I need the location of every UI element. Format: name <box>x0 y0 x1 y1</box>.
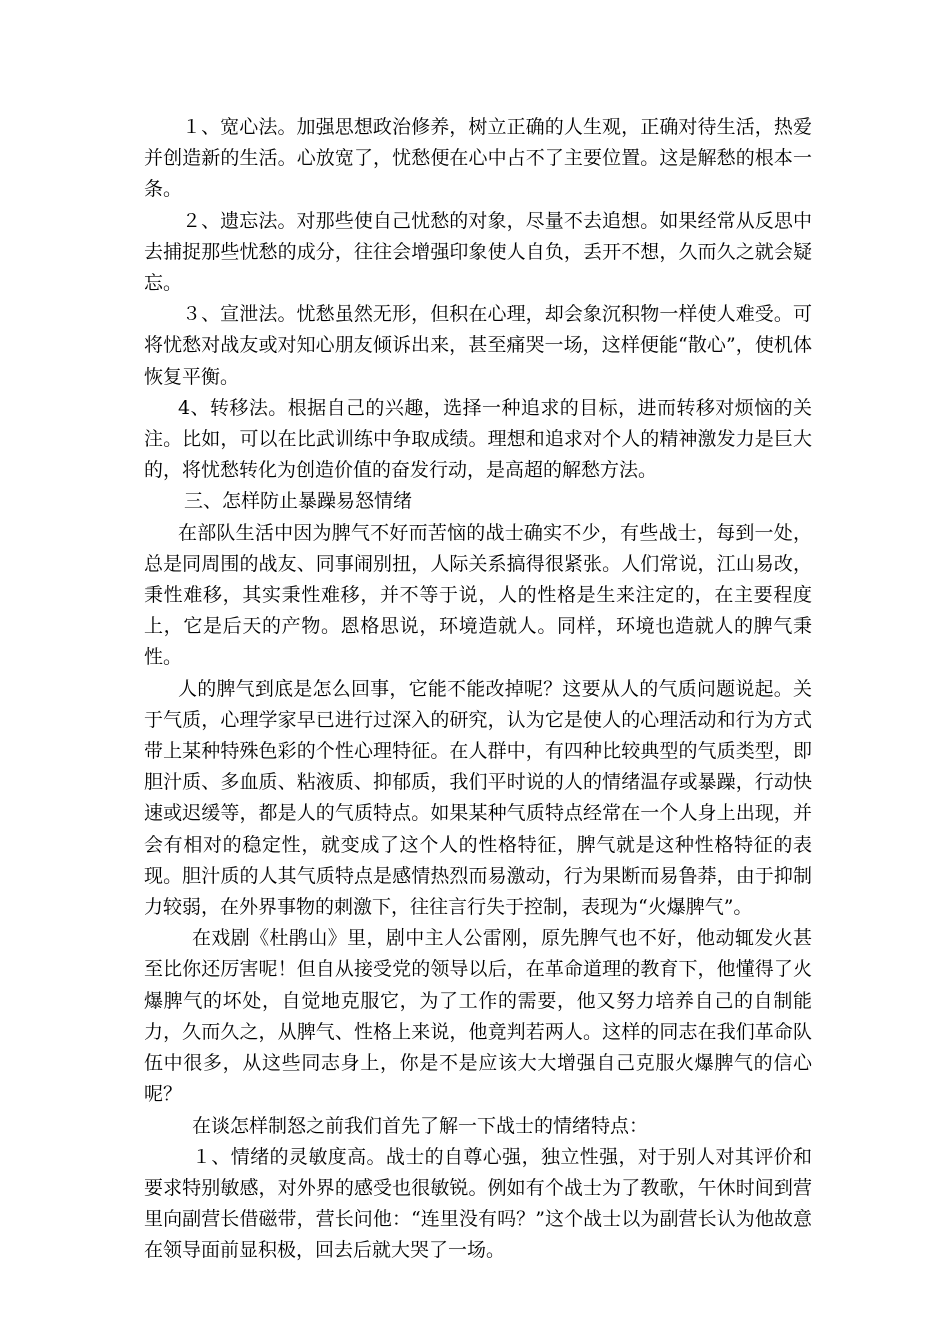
paragraph-method-1: １、宽心法。加强思想政治修养，树立正确的人生观，正确对待生活，热爱并创造新的生活。心放宽了，忧愁便在心中占不了主要位置。这是解愁的根本一条。 <box>144 116 812 201</box>
paragraph-body-5: １、情绪的灵敏度高。战士的自尊心强，独立性强，对于别人对其评价和要求特别敏感，对外界的感受也很敏锐。例如有个战士为了教歌，午休时间到营里向副营长借磁带，营长问他：“连里没有吗？”这个战士以为副营长认为他故意在领导面前显积极，回去后就大哭了一场。 <box>144 1145 812 1262</box>
section-heading: 三、怎样防止暴躁易怒情绪 <box>184 490 413 513</box>
document-page <box>144 112 812 1267</box>
paragraph-body-3: 在戏剧《杜鹃山》里，剧中主人公雷刚，原先脾气也不好，他动辄发火甚至比你还厉害呢！但自从接受党的领导以后，在革命道理的教育下，他懂得了火爆脾气的坏处，自觉地克服它，为了工作的需要，他又努力培养自己的自制能力，久而久之，从脾气、性格上来说，他竟判若两人。这样的同志在我们革命队伍中很多，从这些同志身上，你是不是应该大大增强自己克服火爆脾气的信心呢？ <box>144 927 812 1106</box>
paragraph-method-2: ２、遗忘法。对那些使自己忧愁的对象，尽量不去追想。如果经常从反思中去捕捉那些忧愁的成分，往往会增强印象使人自负，丢开不想，久而久之就会疑忘。 <box>144 209 812 295</box>
paragraph-body-4: 在谈怎样制怒之前我们首先了解一下战士的情绪特点： <box>192 1114 649 1137</box>
paragraph-body-1: 在部队生活中因为脾气不好而苦恼的战士确实不少，有些战士，每到一处，总是同周围的战友、同事闹别扭，人际关系搞得很紧张。人们常说，江山易改，秉性难移，其实秉性难移，并不等于说，人的性格是生来注定的，在主要程度上，它是后天的产物。恩格思说，环境造就人。同样，环境也造就人的脾气秉性。 <box>144 521 812 669</box>
paragraph-method-4: 4、转移法。根据自己的兴趣，选择一种追求的目标，进而转移对烦恼的关注。比如，可以在比武训练中争取成绩。理想和追求对个人的精神激发力是巨大的，将忧愁转化为创造价值的奋发行动，是高超的解愁方法。 <box>144 396 812 482</box>
paragraph-body-2: 人的脾气到底是怎么回事，它能不能改掉呢？这要从人的气质问题说起。关于气质，心理学家早已进行过深入的研究，认为它是使人的心理活动和行为方式带上某种特殊色彩的个性心理特征。在人群中，有四种比较典型的气质类型，即胆汁质、多血质、粘液质、抑郁质，我们平时说的人的情绪温存或暴躁，行动快速或迟缓等，都是人的气质特点。如果某种气质特点经常在一个人身上出现，并会有相对的稳定性，就变成了这个人的性格特征，脾气就是这种性格特征的表现。胆汁质的人其气质特点是感情热烈而易激动，行为果断而易鲁莽，由于抑制力较弱，在外界事物的刺激下，往往言行失于控制，表现为“火爆脾气”。 <box>144 677 812 919</box>
paragraph-method-3: ３、宣泄法。忧愁虽然无形，但积在心理，却会象沉积物一样使人难受。可将忧愁对战友或对知心朋友倾诉出来，甚至痛哭一场，这样便能“散心”，使机体恢复平衡。 <box>144 303 812 388</box>
